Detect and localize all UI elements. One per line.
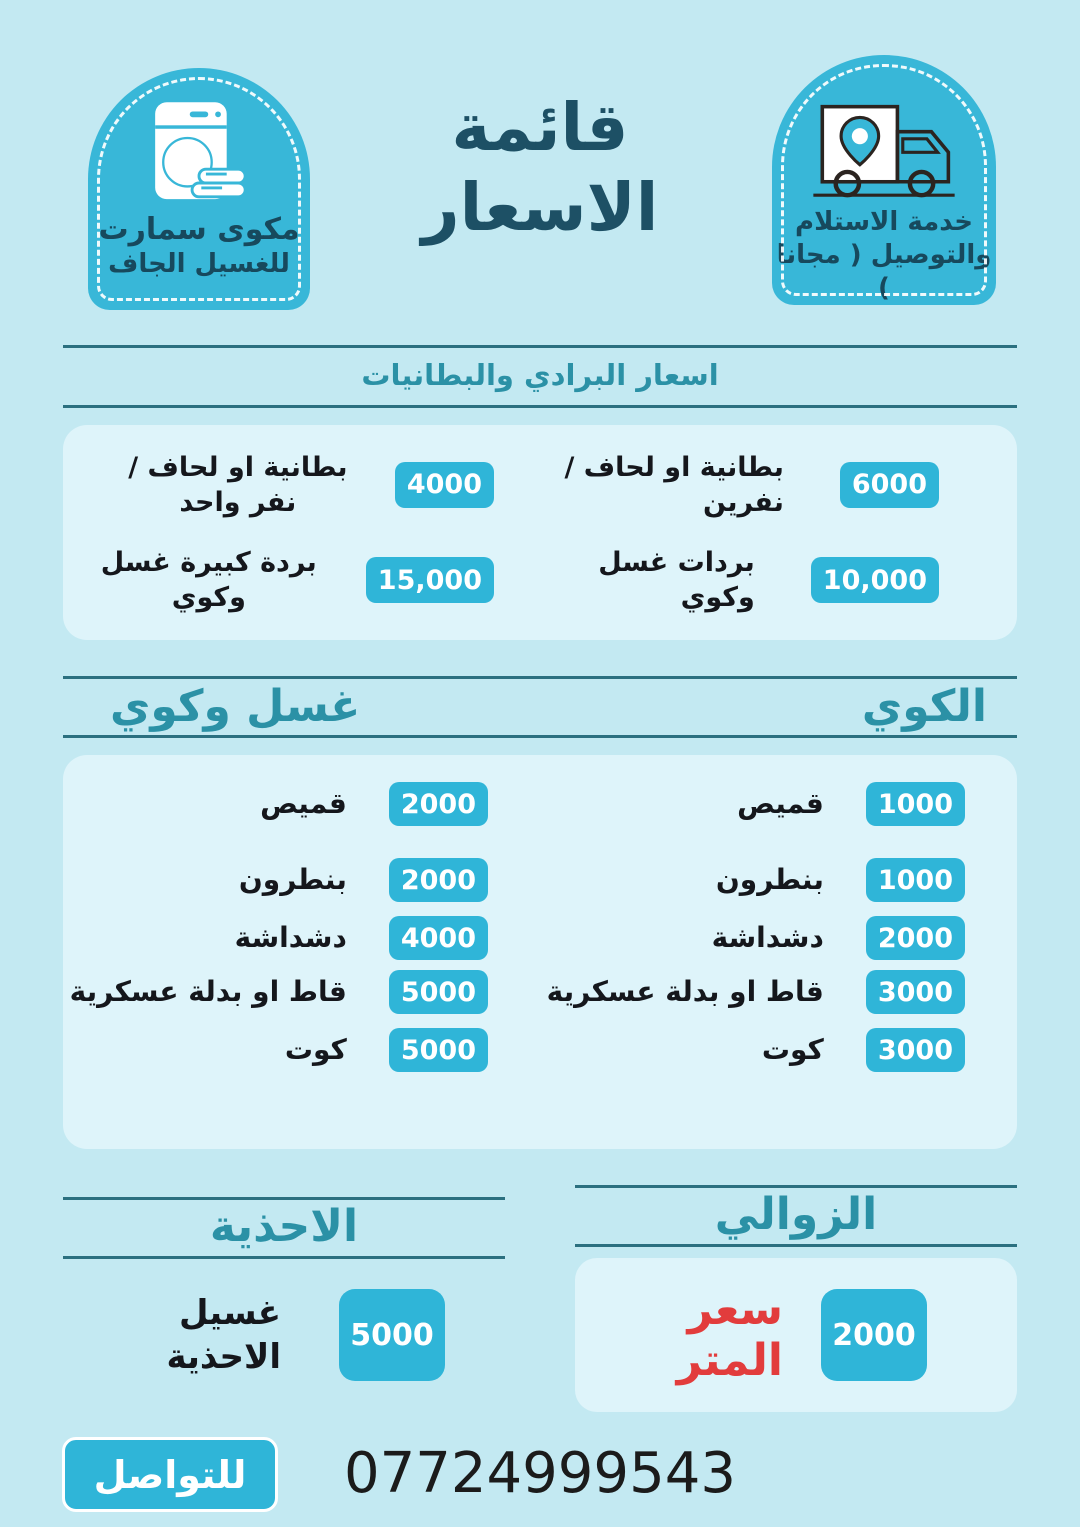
price-pair [540,1028,1017,1072]
meter-price-label: سعر المتر [676,1284,783,1386]
item-label: بنطرون [715,862,824,896]
delivery-text-line1: خدمة الاستلام [795,207,973,237]
price-row [63,1027,1017,1073]
item-label: بطانية او لحاف / نفرين [564,451,784,518]
item-label: كوت [761,1032,824,1066]
phone-number: 07724999543 [344,1441,736,1506]
price-pair [63,970,540,1014]
item-label: قاط او بدلة عسكرية [69,974,347,1008]
price-pair [63,858,540,902]
price-row [63,857,1017,903]
items-card [63,755,1017,1149]
delivery-truck-icon [808,85,960,206]
price-chip: 2000 [821,1289,927,1381]
price-row [63,969,1017,1015]
price-pair [63,916,540,960]
price-chip: 1000 [866,782,965,826]
price-chip: 3000 [866,970,965,1014]
brand-subtitle: للغسيل الجاف [108,249,290,279]
price-pair [63,1028,540,1072]
price-row [63,450,1017,520]
price-row [63,545,1017,615]
item-label: بنطرون [238,862,347,896]
blankets-section-title: اسعار البرادي والبطانيات [361,358,719,392]
price-pair [63,782,540,826]
delivery-badge [772,55,996,305]
price-chip: 15,000 [366,557,494,603]
price-pair [540,858,1017,902]
price-chip: 5000 [389,1028,488,1072]
rugs-card [575,1258,1017,1412]
price-pair [63,545,540,615]
price-pair [540,782,1017,826]
item-label: كوت [284,1032,347,1066]
brand-name: مكوى سمارت [98,212,300,247]
shoes-price-area [63,1258,505,1412]
price-chip: 3000 [866,1028,965,1072]
contact-badge: للتواصل [62,1437,278,1512]
blankets-section-header [63,345,1017,408]
price-chip: 6000 [840,462,939,508]
shoes-section-header [63,1197,505,1259]
price-row [63,781,1017,827]
price-chip: 4000 [389,916,488,960]
columns-header [63,676,1017,738]
price-chip: 5000 [389,970,488,1014]
item-label: قميص [737,786,824,820]
price-pair [540,450,1017,520]
price-pair [540,916,1017,960]
item-label: قميص [260,786,347,820]
price-chip: 4000 [395,462,494,508]
price-pair [540,545,1017,615]
price-chip: 2000 [866,916,965,960]
rugs-section-header [575,1185,1017,1247]
page-title-line2: الاسعار [421,169,659,246]
price-chip: 1000 [866,858,965,902]
price-chip: 2000 [389,782,488,826]
item-label: بردة كبيرة غسل وكوي [100,546,317,614]
price-chip: 10,000 [811,557,939,603]
page-title-line1: قائمة [451,89,629,166]
delivery-text-line2: والتوصيل ( مجانا ) [776,240,992,303]
ironing-column-title: الكوي [861,681,987,732]
price-pair [540,970,1017,1014]
item-label: بردات غسل وكوي [598,546,755,614]
item-label: قاط او بدلة عسكرية [546,974,824,1008]
price-chip: 2000 [389,858,488,902]
shoes-section-title: الاحذية [209,1201,359,1252]
blankets-card [63,425,1017,640]
price-pair [63,450,540,520]
price-chip: 5000 [339,1289,445,1381]
item-label: دشداشة [711,920,824,954]
item-label: دشداشة [234,920,347,954]
rugs-section-title: الزوالي [714,1189,878,1240]
shoes-wash-label: غسيل الاحذية [166,1292,281,1377]
wash-iron-column-title: غسل وكوي [110,681,361,732]
item-label: بطانية او لحاف /نفر واحد [128,451,348,518]
price-row [63,915,1017,961]
